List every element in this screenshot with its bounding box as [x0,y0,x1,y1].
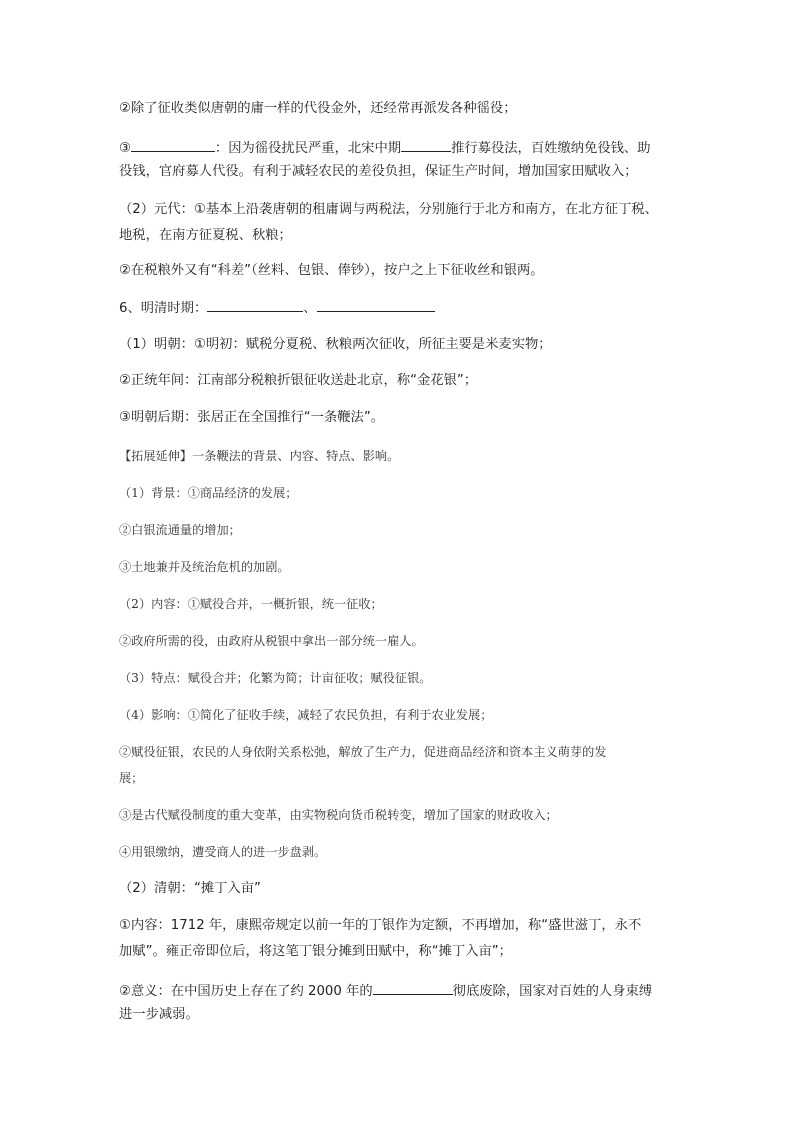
text-line: （2）内容：①赋役合并，一概折银，统一征收； [119,597,383,611]
extension-heading: 【拓展延伸】一条鞭法的背景、内容、特点、影响。 [119,449,400,463]
text-line: 进一步减弱。 [119,1007,199,1022]
text-line: ②赋役征银，农民的人身依附关系松弛，解放了生产力，促进商品经济和资本主义萌芽的发 [119,745,607,759]
fill-blank[interactable] [207,298,303,312]
text-line: ①内容：1712 年，康熙帝规定以前一年的丁银作为定额，不再增加，称“盛世滋丁，永不 [119,918,642,933]
text-line: 役钱，官府募人代役。有利于减轻农民的差役负担，保证生产时间，增加国家田赋收入； [119,164,638,179]
text-line: ③土地兼并及统治危机的加剧。 [119,560,290,574]
text-line: ③明朝后期：张居正在全国推行“一条鞭法”。 [119,410,385,425]
text-line: （1）背景：①商品经济的发展； [119,486,298,500]
text-line: ②在税粮外又有“科差”（丝料、包银、俸钞），按户之上下征收丝和银两。 [119,263,544,278]
text-line: ③ ：因为徭役扰民严重，北宋中期 推行募役法，百姓缴纳免役钱、助 [119,138,651,157]
text-line: ②白银流通量的增加； [119,523,241,537]
fill-blank[interactable] [401,138,451,152]
text-line: （3）特点：赋役合并；化繁为简；计亩征收；赋役征银。 [119,671,432,685]
text-line: ②正统年间：江南部分税粮折银征收送赴北京，称“金花银”； [119,373,478,388]
fill-blank[interactable] [373,981,453,995]
text-line: （2）元代：①基本上沿袭唐朝的租庸调与两税法，分别施行于北方和南方，在北方征丁税、 [119,202,658,217]
text-line: ②除了征收类似唐朝的庸一样的代役金外，还经常再派发各种徭役； [119,101,517,116]
section-heading: 6、明清时期： 、 [119,298,435,317]
fill-blank[interactable] [131,138,215,152]
text-line: ③是古代赋役制度的重大变革，由实物税向货币税转变，增加了国家的财政收入； [119,808,558,822]
text-line: 展； [119,771,144,785]
fill-blank[interactable] [317,298,435,312]
text-line: ④用银缴纳，遭受商人的进一步盘剥。 [119,845,327,859]
text-line: ②意义：在中国历史上存在了约 2000 年的 彻底废除，国家对百姓的人身束缚 [119,981,652,1000]
text-line: ②政府所需的役，由政府从税银中拿出一部分统一雇人。 [119,634,424,648]
text-line: （1）明朝：①明初：赋税分夏税、秋粮两次征收，所征主要是米麦实物； [119,337,552,352]
text-line: 加赋”。雍正帝即位后，将这笔丁银分摊到田赋中，称“摊丁入亩”； [119,944,512,959]
text-line: 地税，在南方征夏税、秋粮； [119,228,292,243]
text-line: （4）影响：①简化了征收手续，减轻了农民负担，有利于农业发展； [119,708,493,722]
text-line: （2）清朝：“摊丁入亩” [119,881,261,896]
